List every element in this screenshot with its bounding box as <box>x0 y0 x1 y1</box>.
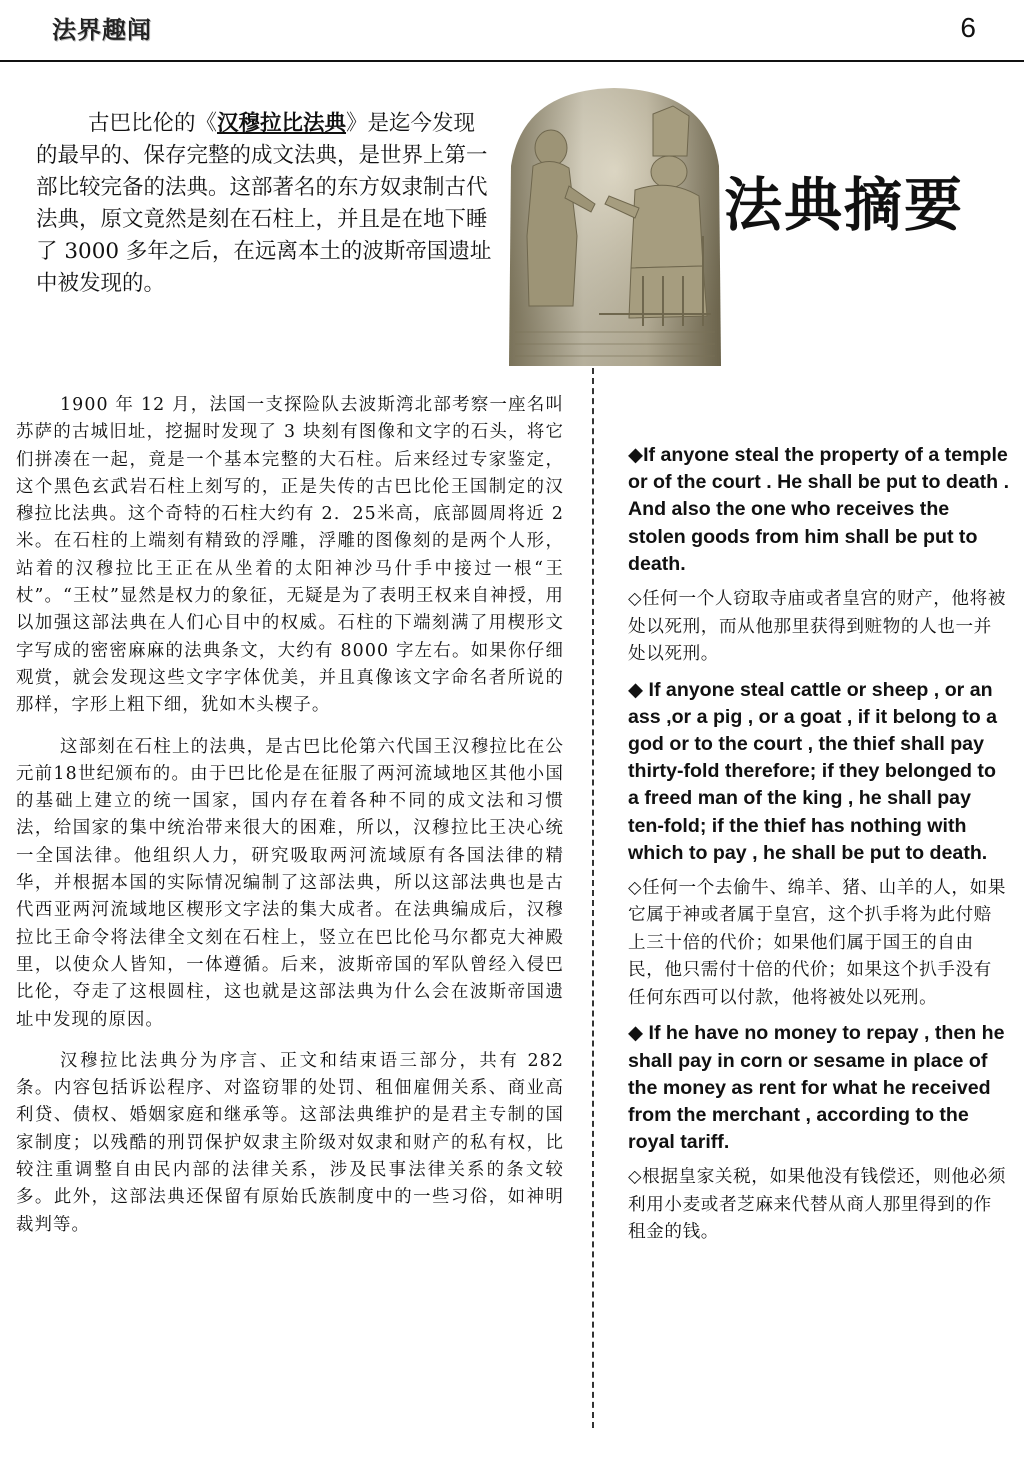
code-summary-list <box>628 442 1010 1255</box>
intro-paragraph <box>36 108 496 300</box>
code-entry-chinese: ◇根据皇家关税，如果他没有钱偿还，则他必须利用小麦或者芝麻来代替从商人那里得到的作租金的钱。 <box>628 1167 1007 1243</box>
code-entry <box>628 442 1010 669</box>
stele-illustration <box>503 86 725 366</box>
code-entry-chinese: ◇任何一个人窃取寺庙或者皇宫的财产，他将被处以死刑，而从他那里获得到赃物的人也一并处以死刑。 <box>628 589 1007 665</box>
page-number: 6 <box>960 12 976 43</box>
article-paragraph: 这部刻在石柱上的法典，是古巴比伦第六代国王汉穆拉比在公元前18世纪颁布的。由于巴比伦是在征服了两河流域地区其他小国的基础上建立的统一国家，国内存在着各种不同的成文法和习惯法，给国家的集中统治带来很大的困难，所以，汉穆拉比王决心统一全国法律。他组织人力，研究吸取两河流域原有各国法律的精华，并根据本国的实际情况编制了这部法典，所以这部法典也是古代西亚两河流域地区楔形文字法的集大成者。在法典编成后，汉穆拉比王命令将法律全文刻在石柱上，竖立在巴比伦马尔都克大神殿里，以使众人皆知，一体遵循。后来，波斯帝国的军队曾经入侵巴比伦，夺走了这根圆柱，这也就是这部法典为什么会在波斯帝国遗址中发现的原因。 <box>16 736 564 1030</box>
code-entry <box>628 1020 1010 1247</box>
code-entry-english: ◆ If he have no money to repay , then he shall pay in corn or sesame in place of the money as rent for what he received from the merchant , according to the royal tariff. <box>628 1022 1005 1154</box>
column-divider <box>592 368 594 1428</box>
intro-before: 古巴比伦的《 <box>88 111 218 136</box>
header-rule <box>0 60 1024 62</box>
intro-after: 》是迄今发现的最早的、保存完整的成文法典，是世界上第一部比较完备的法典。这部著名的东方奴隶制古代法典，原文竟然是刻在石柱上，并且是在地下睡了 3000 多年之后，在远离本土的波斯帝国遗址中被发现的。 <box>36 111 492 296</box>
article-paragraph: 汉穆拉比法典分为序言、正文和结束语三部分，共有 282 条。内容包括诉讼程序、对盗窃罪的处罚、租佃雇佣关系、商业高利贷、债权、婚姻家庭和继承等。这部法典维护的是君主专制的国家制度；以残酷的刑罚保护奴隶主阶级对奴隶和财产的私有权，比较注重调整自由民内部的法律关系，涉及民事法律关系的条文较多。此外，这部法典还保留有原始氏族制度中的一些习俗，如神明裁判等。 <box>16 1050 564 1235</box>
header-title: 法界趣闻 <box>52 15 152 44</box>
code-entry-english: ◆ If anyone steal cattle or sheep , or an ass ,or a pig , or a goat , if it belong to a god or to the court , the thief shall pay thirty-fold therefore; if they belonged to a freed man of the king , he shall pay ten-fold; if the thief has nothing with which to pay , he shall be put to death. <box>628 678 998 864</box>
summary-title: 法典摘要 <box>724 171 965 239</box>
code-entry <box>628 677 1010 1013</box>
code-entry-chinese: ◇任何一个去偷牛、绵羊、猪、山羊的人，如果它属于神或者属于皇宫，这个扒手将为此付赔上三十倍的代价；如果他们属于国王的自由民，他只需付十倍的代价；如果这个扒手没有任何东西可以付款，他将被处以死刑。 <box>628 877 1007 1008</box>
law-name-link: 汉穆拉比法典 <box>217 111 347 136</box>
article-paragraph: 1900 年 12 月，法国一支探险队去波斯湾北部考察一座名叫苏萨的古城旧址，挖掘时发现了 3 块刻有图像和文字的石头，将它们拼凑在一起，竟是一个基本完整的大石柱。后来经过专家鉴定，这个黑色玄武岩石柱上刻写的，正是失传的古巴比伦王国制定的汉穆拉比法典。这个奇特的石柱大约有 2．25米高，底部圆周将近 2 米。在石柱的上端刻有精致的浮雕，浮雕的图像刻的是两个人形，站着的汉穆拉比王正在从坐着的太阳神沙马什手中接过一根“王杖”。“王杖”显然是权力的象征，无疑是为了表明王权来自神授，用以加强这部法典在人们心目中的权威。石柱的下端刻满了用楔形文字写成的密密麻麻的法典条文，大约有 8000 字左右。如果你仔细观赏，就会发现这些文字字体优美，并且真像该文字命名者所说的那样，字形上粗下细，犹如木头楔子。 <box>16 395 564 716</box>
article-body <box>16 392 564 1253</box>
hammurabi-stele-image <box>503 86 725 366</box>
code-entry-english: ◆If anyone steal the property of a temple or of the court . He shall be put to death . And also the one who receives the stolen goods from him shall be put to death. <box>628 444 1010 575</box>
